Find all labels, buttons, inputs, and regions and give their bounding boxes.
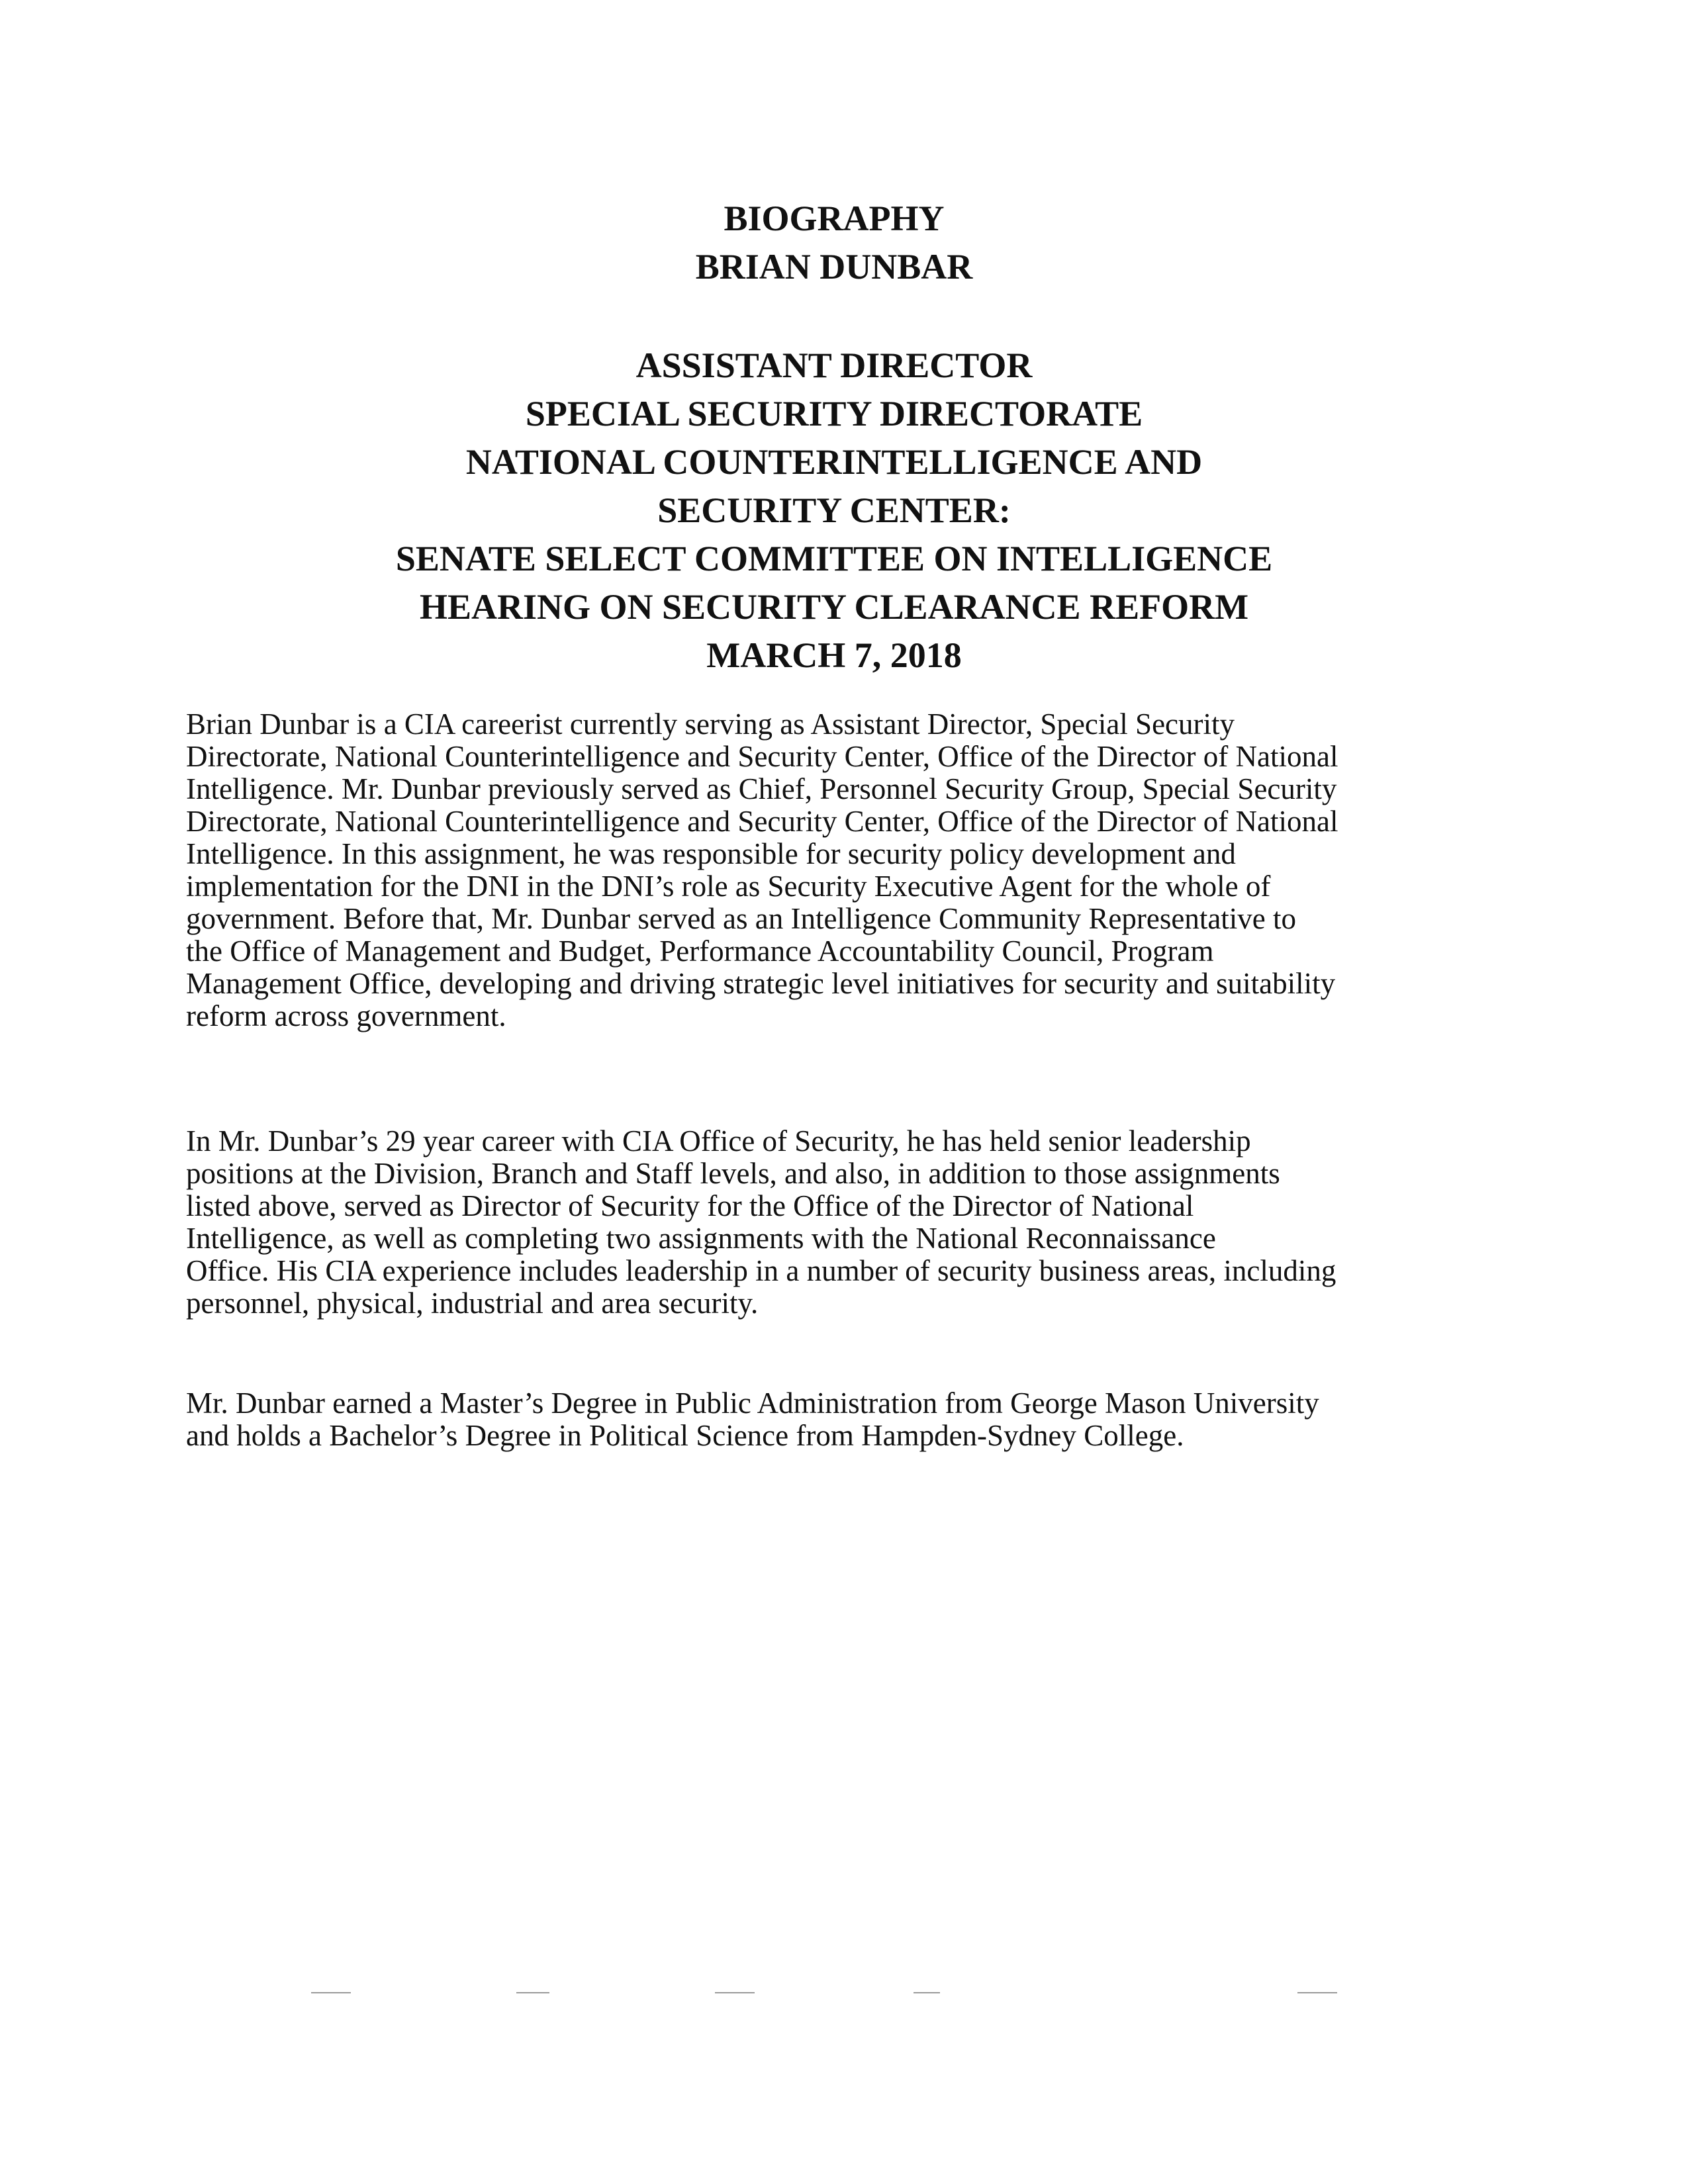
paragraph-career (186, 1125, 1336, 1320)
paragraph-current-role (186, 708, 1338, 1032)
subtitle-line: NATIONAL COUNTERINTELLIGENCE AND (465, 442, 1203, 482)
text-line: Intelligence. In this assignment, he was responsible for security policy development and (186, 837, 1236, 870)
subtitle-line: HEARING ON SECURITY CLEARANCE REFORM (419, 587, 1249, 627)
text-line: the Office of Management and Budget, Performance Accountability Council, Program (186, 934, 1214, 968)
subtitle-line: SENATE SELECT COMMITTEE ON INTELLIGENCE (395, 539, 1273, 578)
text-line: Intelligence. Mr. Dunbar previously served as Chief, Personnel Security Group, Special Security (186, 772, 1337, 805)
text-line: implementation for the DNI in the DNI’s role as Security Executive Agent for the whole of (186, 870, 1271, 903)
text-line: Directorate, National Counterintelligence and Security Center, Office of the Director of National (186, 805, 1338, 838)
document-title (0, 195, 1668, 291)
scan-speck (914, 1992, 940, 1993)
text-line: Intelligence, as well as completing two assignments with the National Reconnaissance (186, 1222, 1216, 1255)
subtitle-line: MARCH 7, 2018 (706, 635, 962, 675)
paragraph-education (186, 1387, 1319, 1452)
text-line: Management Office, developing and driving strategic level initiatives for security and suitability (186, 967, 1336, 1000)
scan-speck (516, 1992, 549, 1993)
subtitle-line: SPECIAL SECURITY DIRECTORATE (525, 394, 1143, 433)
scan-speck (311, 1992, 351, 1993)
text-line: In Mr. Dunbar’s 29 year career with CIA Office of Security, he has held senior leadership (186, 1124, 1251, 1158)
text-line: Office. His CIA experience includes leadership in a number of security business areas, including (186, 1254, 1336, 1287)
text-line: Brian Dunbar is a CIA careerist currently serving as Assistant Director, Special Security (186, 707, 1235, 741)
text-line: and holds a Bachelor’s Degree in Political Science from Hampden-Sydney College. (186, 1419, 1184, 1452)
title-line: BIOGRAPHY (724, 199, 945, 238)
text-line: listed above, served as Director of Security for the Office of the Director of National (186, 1189, 1194, 1222)
text-line: personnel, physical, industrial and area security. (186, 1287, 759, 1320)
text-line: government. Before that, Mr. Dunbar served as an Intelligence Community Representative to (186, 902, 1297, 935)
document-subtitle (0, 341, 1668, 680)
scan-speck (1297, 1992, 1337, 1993)
text-line: reform across government. (186, 999, 506, 1032)
name-line: BRIAN DUNBAR (695, 247, 973, 287)
text-line: positions at the Division, Branch and Staff levels, and also, in addition to those assignments (186, 1157, 1280, 1190)
subtitle-line: ASSISTANT DIRECTOR (635, 345, 1033, 385)
text-line: Mr. Dunbar earned a Master’s Degree in Public Administration from George Mason University (186, 1387, 1319, 1420)
scan-speck (715, 1992, 755, 1993)
subtitle-line: SECURITY CENTER: (657, 490, 1011, 530)
text-line: Directorate, National Counterintelligence and Security Center, Office of the Director of National (186, 740, 1338, 773)
